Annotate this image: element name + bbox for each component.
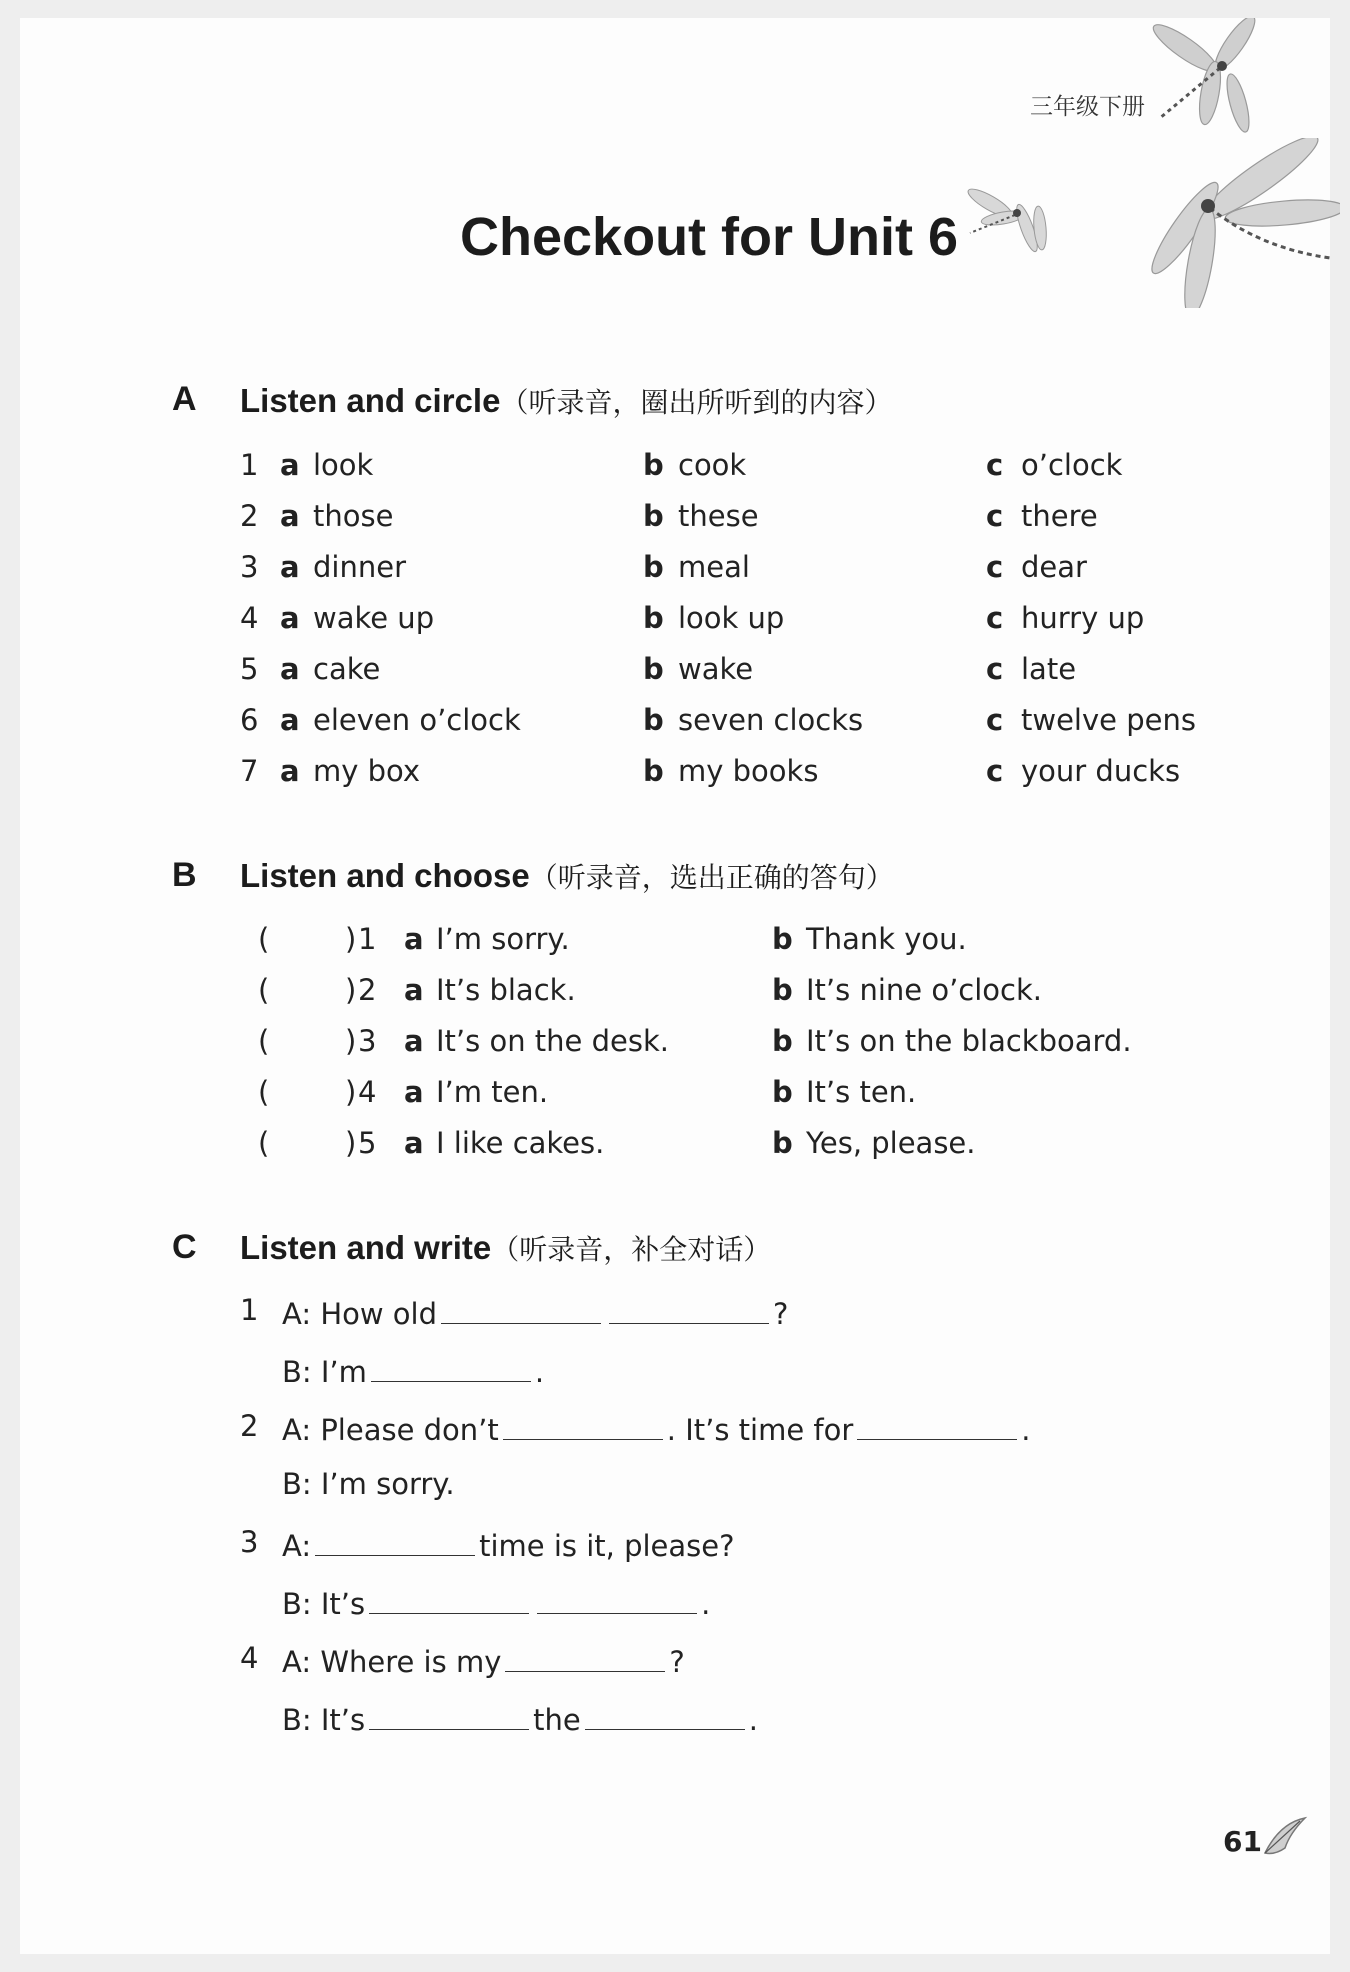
dialogue-fragment: . [701, 1587, 711, 1621]
option-label-b: b [772, 1024, 793, 1058]
item-number: 4 [240, 601, 259, 635]
worksheet-page [20, 18, 1330, 1954]
item-number: 3 [240, 550, 259, 584]
open-paren: ( [258, 973, 270, 1007]
option-c-text[interactable]: o’clock [1021, 448, 1123, 482]
dialogue-text [282, 1641, 685, 1679]
dialogue-text [282, 1699, 758, 1737]
answer-blank[interactable] [537, 1583, 697, 1614]
option-label-b: b [643, 448, 664, 482]
dialogue-text [282, 1467, 455, 1501]
dialogue-fragment: A: [282, 1529, 312, 1563]
option-label-b: b [643, 754, 664, 788]
list-item [240, 1024, 1240, 1064]
dialogue-line [240, 1699, 1240, 1739]
option-a-text[interactable]: those [313, 499, 394, 533]
option-b-text[interactable]: meal [678, 550, 750, 584]
answer-slot[interactable] [280, 1126, 340, 1160]
dialogue-fragment: B: It’s [282, 1703, 366, 1737]
option-b-text[interactable]: wake [678, 652, 754, 686]
section-b-title: Listen and choose [240, 857, 530, 894]
dragonfly-icon-top [1140, 18, 1260, 148]
close-paren: ) [345, 1126, 357, 1160]
dialogue-fragment: B: It’s [282, 1587, 366, 1621]
option-label-b: b [772, 1126, 793, 1160]
list-item [240, 1075, 1240, 1115]
dialogue-fragment: ? [669, 1645, 685, 1679]
answer-slot[interactable] [280, 922, 340, 956]
option-label-a: a [404, 922, 424, 956]
option-label-b: b [772, 922, 793, 956]
dialogue-line [240, 1467, 1240, 1507]
option-c-text[interactable]: hurry up [1021, 601, 1145, 635]
section-c-heading [240, 1228, 771, 1268]
option-label-c: c [986, 550, 1004, 584]
dragonfly-icon-right [1140, 138, 1340, 308]
option-label-c: c [986, 703, 1004, 737]
list-item [240, 652, 1240, 692]
dialogue-line [240, 1351, 1240, 1391]
option-b-text[interactable]: It’s on the blackboard. [806, 1024, 1132, 1058]
section-a-subtitle: （听录音，圈出所听到的内容） [500, 386, 893, 419]
dialogue-fragment: . [534, 1355, 545, 1389]
dialogue-fragment: B: I’m sorry. [282, 1467, 455, 1501]
dialogue-text [282, 1525, 735, 1563]
item-number: 2 [240, 1409, 259, 1443]
open-paren: ( [258, 1075, 270, 1109]
section-a-title: Listen and circle [240, 382, 501, 419]
option-a-text[interactable]: look [313, 448, 374, 482]
item-number: 2 [240, 499, 259, 533]
dialogue-fragment: the [533, 1703, 581, 1737]
answer-blank[interactable] [441, 1293, 601, 1324]
option-b-text[interactable]: It’s nine o’clock. [806, 973, 1043, 1007]
option-label-b: b [772, 1075, 793, 1109]
option-a-text[interactable]: dinner [313, 550, 406, 584]
answer-blank[interactable] [857, 1409, 1017, 1440]
answer-slot[interactable] [280, 1075, 340, 1109]
item-number: 5 [358, 1126, 377, 1160]
option-a-text[interactable]: I’m ten. [436, 1075, 549, 1109]
list-item [240, 1126, 1240, 1166]
option-label-b: b [772, 973, 793, 1007]
option-b-text[interactable]: It’s ten. [806, 1075, 917, 1109]
dialogue-text [282, 1293, 788, 1331]
answer-slot[interactable] [280, 973, 340, 1007]
dialogue-fragment: . [1021, 1413, 1031, 1447]
answer-blank[interactable] [505, 1641, 665, 1672]
option-label-b: b [643, 499, 664, 533]
open-paren: ( [258, 1126, 270, 1160]
close-paren: ) [345, 1024, 357, 1058]
dialogue-fragment: . It’s time for [666, 1413, 854, 1447]
list-item [240, 973, 1240, 1013]
option-label-a: a [280, 550, 300, 584]
option-b-text[interactable]: Yes, please. [806, 1126, 976, 1160]
option-a-text[interactable]: It’s on the desk. [436, 1024, 669, 1058]
close-paren: ) [345, 922, 357, 956]
option-b-text[interactable]: cook [678, 448, 747, 482]
option-a-text[interactable]: wake up [313, 601, 435, 635]
option-label-a: a [280, 601, 300, 635]
dialogue-text [282, 1351, 544, 1389]
item-number: 1 [240, 448, 259, 482]
option-label-b: b [643, 601, 664, 635]
item-number: 6 [240, 703, 259, 737]
dialogue-line [240, 1293, 1240, 1333]
item-number: 3 [358, 1024, 377, 1058]
option-a-text[interactable]: It’s black. [436, 973, 576, 1007]
page-number: 61 [1223, 1825, 1262, 1858]
close-paren: ) [345, 973, 357, 1007]
option-label-a: a [404, 973, 424, 1007]
option-a-text[interactable]: I like cakes. [436, 1126, 605, 1160]
option-label-c: c [986, 652, 1004, 686]
dialogue-fragment: A: Please don’t [282, 1413, 499, 1447]
dialogue-fragment: A: How old [282, 1297, 438, 1331]
option-label-c: c [986, 754, 1004, 788]
option-a-text[interactable]: eleven o’clock [313, 703, 521, 737]
answer-blank[interactable] [369, 1583, 529, 1614]
dialogue-text [282, 1583, 710, 1621]
option-b-text[interactable]: Thank you. [806, 922, 967, 956]
dialogue-line [240, 1583, 1240, 1623]
dialogue-line [240, 1641, 1240, 1681]
item-number: 1 [358, 922, 377, 956]
option-c-text[interactable]: late [1021, 652, 1077, 686]
option-label-b: b [643, 550, 664, 584]
item-number: 4 [240, 1641, 259, 1675]
option-b-text[interactable]: these [678, 499, 759, 533]
answer-blank[interactable] [503, 1409, 663, 1440]
option-c-text[interactable]: your ducks [1021, 754, 1181, 788]
open-paren: ( [258, 922, 270, 956]
dialogue-fragment: B: I’m [282, 1355, 367, 1389]
item-number: 2 [358, 973, 377, 1007]
section-c-title: Listen and write [240, 1229, 492, 1266]
section-a-heading [240, 381, 892, 421]
list-item [240, 499, 1240, 539]
list-item [240, 754, 1240, 794]
page-title: Checkout for Unit 6 [460, 207, 959, 267]
option-a-text[interactable]: cake [313, 652, 381, 686]
option-label-a: a [404, 1024, 424, 1058]
answer-blank[interactable] [585, 1699, 745, 1730]
option-label-c: c [986, 448, 1004, 482]
item-number: 3 [240, 1525, 259, 1559]
option-label-c: c [986, 499, 1004, 533]
list-item [240, 922, 1240, 962]
section-a-letter: A [172, 380, 197, 418]
grade-label: 三年级下册 [1030, 94, 1145, 120]
item-number: 7 [240, 754, 259, 788]
section-c-subtitle: （听录音，补全对话） [491, 1233, 772, 1266]
option-label-a: a [280, 754, 300, 788]
dialogue-line [240, 1525, 1240, 1565]
section-c-letter: C [172, 1228, 197, 1266]
answer-blank[interactable] [315, 1525, 475, 1556]
option-c-text[interactable]: dear [1021, 550, 1087, 584]
option-a-text[interactable]: I’m sorry. [436, 922, 570, 956]
option-b-text[interactable]: look up [678, 601, 785, 635]
open-paren: ( [258, 1024, 270, 1058]
option-c-text[interactable]: there [1021, 499, 1098, 533]
dialogue-line [240, 1409, 1240, 1449]
option-label-a: a [280, 703, 300, 737]
section-b-subtitle: （听录音，选出正确的答句） [529, 861, 894, 894]
list-item [240, 448, 1240, 488]
item-number: 1 [240, 1293, 259, 1327]
option-label-a: a [404, 1075, 424, 1109]
option-b-text[interactable]: my books [678, 754, 819, 788]
option-label-a: a [280, 499, 300, 533]
option-a-text[interactable]: my box [313, 754, 421, 788]
leaf-icon [1260, 1813, 1310, 1858]
dialogue-fragment: . [748, 1703, 758, 1737]
list-item [240, 550, 1240, 590]
dialogue-text [282, 1409, 1031, 1447]
answer-slot[interactable] [280, 1024, 340, 1058]
dialogue-fragment: ? [773, 1297, 789, 1331]
option-label-b: b [643, 703, 664, 737]
option-label-c: c [986, 601, 1004, 635]
answer-blank[interactable] [609, 1293, 769, 1324]
item-number: 4 [358, 1075, 377, 1109]
section-b-heading [240, 856, 894, 896]
answer-blank[interactable] [371, 1351, 531, 1382]
option-c-text[interactable]: twelve pens [1021, 703, 1196, 737]
answer-blank[interactable] [369, 1699, 529, 1730]
section-b-letter: B [172, 856, 197, 894]
list-item [240, 601, 1240, 641]
close-paren: ) [345, 1075, 357, 1109]
dialogue-fragment: A: Where is my [282, 1645, 502, 1679]
dialogue-fragment: time is it, please? [479, 1529, 735, 1563]
item-number: 5 [240, 652, 259, 686]
option-label-a: a [404, 1126, 424, 1160]
option-label-b: b [643, 652, 664, 686]
option-label-a: a [280, 652, 300, 686]
list-item [240, 703, 1240, 743]
dragonfly-icon-title [965, 183, 1055, 258]
option-b-text[interactable]: seven clocks [678, 703, 864, 737]
option-label-a: a [280, 448, 300, 482]
